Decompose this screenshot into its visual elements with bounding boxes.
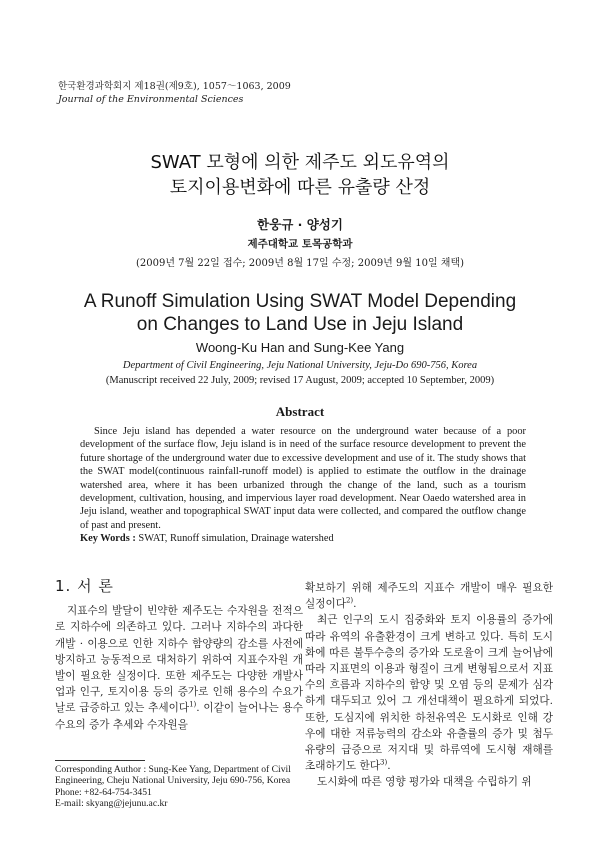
para1-cont-text: 확보하기 위해 제주도의 지표수 개발이 매우 필요한 실정이다: [305, 582, 553, 611]
footnote-divider: [55, 760, 145, 761]
para1-text: 지표수의 발달이 빈약한 제주도는 수자원을 전적으로 지하수에 의존하고 있다. 그러나 지하수의 과다한 개발 · 이용으로 인한 지하수 함양량의 감소를 사전에 방지하고 능동적으로 대처하기 위하여 지표수자원 개발이 필요한 실정이다. 또한 제주도는 다양한 개발사업과 인구, 토지이용 등의 증가로 인해 용수의 수요가 날로 급증하고 있는 추세이다: [55, 605, 303, 715]
keywords: [80, 533, 526, 544]
para1-cont-end: .: [353, 598, 357, 611]
abstract-heading: Abstract: [275, 404, 325, 419]
keywords-text: SWAT, Runoff simulation, Drainage watershed: [135, 533, 334, 544]
intro-paragraph-1-cont: [305, 580, 553, 612]
intro-paragraph-1: [55, 603, 303, 733]
footnote-line1: Corresponding Author : Sung-Kee Yang, Department of Civil: [55, 764, 291, 775]
citation-ref: 3): [380, 758, 388, 767]
citation-ref: 1): [189, 700, 197, 709]
intro-paragraph-3: 도시화에 따른 영향 평가와 대책을 수립하기 위: [317, 776, 532, 789]
footnote-line2: Engineering, Cheju National University, Jeju 690-756, Korea: [55, 775, 291, 787]
corresponding-author-footnote: [55, 764, 305, 810]
section-heading: 1. 서 론: [55, 577, 114, 595]
journal-name-en: Journal of the Environmental Sciences: [58, 94, 244, 105]
dates-korean: (2009년 7월 22일 접수; 2009년 8월 17일 수정; 2009년 9월 10일 채택): [135, 258, 464, 269]
journal-citation-ko: 한국환경과학회지 제18권(제9호), 1057～1063, 2009: [58, 81, 291, 92]
dates-english: (Manuscript received 22 July, 2009; revised 17 August, 2009; accepted 10 September, 2009): [105, 375, 495, 386]
left-column: [55, 578, 303, 733]
title-ko-line1: SWAT 모형에 의한 제주도 외도유역의: [150, 152, 450, 173]
authors-english: Woong-Ku Han and Sung-Kee Yang: [195, 340, 405, 355]
affiliation-korean: 제주대학교 토목공학과: [247, 238, 353, 250]
footnote-email: E-mail: skyang@jejunu.ac.kr: [55, 798, 168, 810]
journal-header: [58, 80, 291, 106]
intro-paragraph-2: [305, 612, 553, 774]
keywords-label: Key Words :: [80, 533, 136, 544]
abstract-text: Since Jeju island has depended a water resource on the underground water because of a poor development of the surface flow, Jeju island is in need of the surface resource development to prevent the future shortage of the underground water due to excessive development and use of it. The study shows that the SWAT model(continuous rainfall-runoff model) is applied to estimate the outflow in the drainage watershed area, where it has been urbanized through the change of the land, such as a tourism development, cultivation, housing, and impervious layer road development. Near Oaedo watershed area in Jeju island, weather and topographical SWAT input data were collected, and compared the outflow change of past and present.: [80, 426, 526, 531]
title-korean: [0, 150, 600, 200]
right-column: [305, 580, 553, 791]
footnote-phone: Phone: +82-64-754-3451: [55, 786, 152, 798]
para1-end: . 이같이 늘어나는 용수수요의 증가 추세와 수자원을: [55, 702, 304, 731]
citation-ref: 2): [345, 596, 354, 605]
title-english: [0, 290, 600, 336]
authors-korean: 한웅규 · 양성기: [257, 217, 343, 232]
para2-end: .: [387, 760, 391, 773]
title-en-line2: on Changes to Land Use in Jeju Island: [136, 314, 464, 335]
affiliation-english: Department of Civil Engineering, Jeju National University, Jeju-Do 690-756, Korea: [122, 360, 478, 371]
title-ko-line2: 토지이용변화에 따른 유출량 산정: [169, 177, 431, 198]
para2-text: 최근 인구의 도시 집중화와 토지 이용률의 증가에 따라 유역의 유출환경이 크게 변하고 있다. 특히 도시화에 따른 불투수층의 증가와 도로율이 크게 늘어남에 따라 지표면의 이용과 형질이 크게 변형됨으로서 지표수의 흐름과 지하수의 함양 및 오염 등의 문제가 심각하게 대두되고 있어 그 개선대책이 필요하게 되었다. 또한, 도심지에 위치한 하천유역은 도시화로 인해 강우에 대한 저류능력의 감소와 유출률의 증가 및 첨두유량의 급증으로 저지대 및 하류역에 도시형 재해를 초래하기도 한다: [305, 614, 553, 773]
title-en-line1: A Runoff Simulation Using SWAT Model Depending: [83, 291, 517, 312]
